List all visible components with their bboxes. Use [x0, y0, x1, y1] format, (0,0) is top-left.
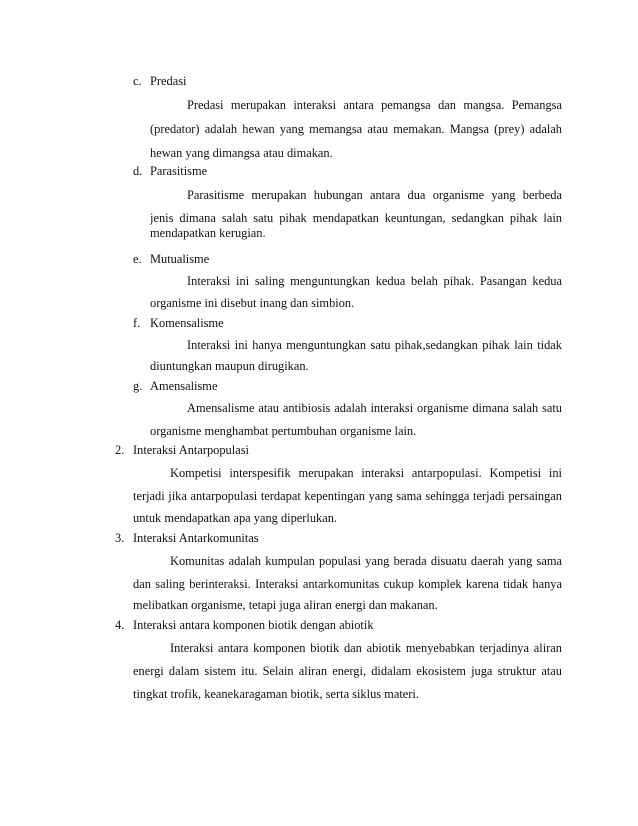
- paragraph-line: (predator) adalah hewan yang memangsa atau memakan. Mangsa (prey) adalah: [150, 122, 562, 136]
- paragraph-line: Interaksi ini saling menguntungkan kedua belah pihak. Pasangan kedua: [187, 274, 562, 288]
- list-marker-d: d.: [133, 164, 143, 178]
- list-marker-g: g.: [133, 379, 143, 393]
- paragraph-line: dan saling berinteraksi. Interaksi antarkomunitas cukup komplek karena tidak hanya: [133, 577, 562, 591]
- paragraph-line: Predasi merupakan interaksi antara pemangsa dan mangsa. Pemangsa: [187, 98, 562, 112]
- paragraph-line: untuk mendapatkan apa yang diperlukan.: [133, 511, 338, 525]
- list-marker-2: 2.: [115, 443, 125, 457]
- list-marker-e: e.: [133, 252, 142, 266]
- paragraph-line: melibatkan organisme, tetapi juga aliran energi dan makanan.: [133, 598, 438, 612]
- heading-predasi: Predasi: [150, 74, 187, 88]
- paragraph-line: Interaksi antara komponen biotik dan abiotik menyebabkan terjadinya aliran: [170, 641, 562, 655]
- paragraph-line: energi dalam sistem itu. Selain aliran energi, didalam ekosistem juga struktur atau: [133, 664, 562, 678]
- heading-interaksi-antarpopulasi: Interaksi Antarpopulasi: [133, 443, 249, 457]
- paragraph-line: hewan yang dimangsa atau dimakan.: [150, 146, 333, 160]
- list-marker-3: 3.: [115, 531, 125, 545]
- heading-interaksi-biotik-abiotik: Interaksi antara komponen biotik dengan abiotik: [133, 618, 374, 632]
- heading-interaksi-antarkomunitas: Interaksi Antarkomunitas: [133, 531, 259, 545]
- paragraph-line: Komunitas adalah kumpulan populasi yang berada disuatu daerah yang sama: [170, 554, 562, 568]
- paragraph-line: jenis dimana salah satu pihak mendapatkan keuntungan, sedangkan pihak lain: [150, 211, 562, 225]
- list-marker-4: 4.: [115, 618, 125, 632]
- heading-komensalisme: Komensalisme: [150, 316, 224, 330]
- paragraph-line: diuntungkan maupun dirugikan.: [150, 359, 309, 373]
- paragraph-line: Kompetisi interspesifik merupakan interaksi antarpopulasi. Kompetisi ini: [170, 466, 562, 480]
- list-marker-f: f.: [133, 316, 141, 330]
- paragraph-line: tingkat trofik, keanekaragaman biotik, serta siklus materi.: [133, 687, 419, 701]
- paragraph-line: Amensalisme atau antibiosis adalah interaksi organisme dimana salah satu: [187, 401, 562, 415]
- paragraph-line: mendapatkan kerugian.: [150, 226, 266, 240]
- paragraph-line: organisme menghambat pertumbuhan organisme lain.: [150, 424, 417, 438]
- heading-mutualisme: Mutualisme: [150, 252, 210, 266]
- heading-amensalisme: Amensalisme: [150, 379, 218, 393]
- heading-parasitisme: Parasitisme: [150, 164, 208, 178]
- paragraph-line: terjadi jika antarpopulasi terdapat kepentingan yang sama sehingga terjadi persaingan: [133, 489, 562, 503]
- list-marker-c: c.: [133, 74, 142, 88]
- paragraph-line: Interaksi ini hanya menguntungkan satu pihak,sedangkan pihak lain tidak: [187, 338, 562, 352]
- paragraph-line: Parasitisme merupakan hubungan antara dua organisme yang berbeda: [187, 188, 562, 202]
- paragraph-line: organisme ini disebut inang dan simbion.: [150, 296, 355, 310]
